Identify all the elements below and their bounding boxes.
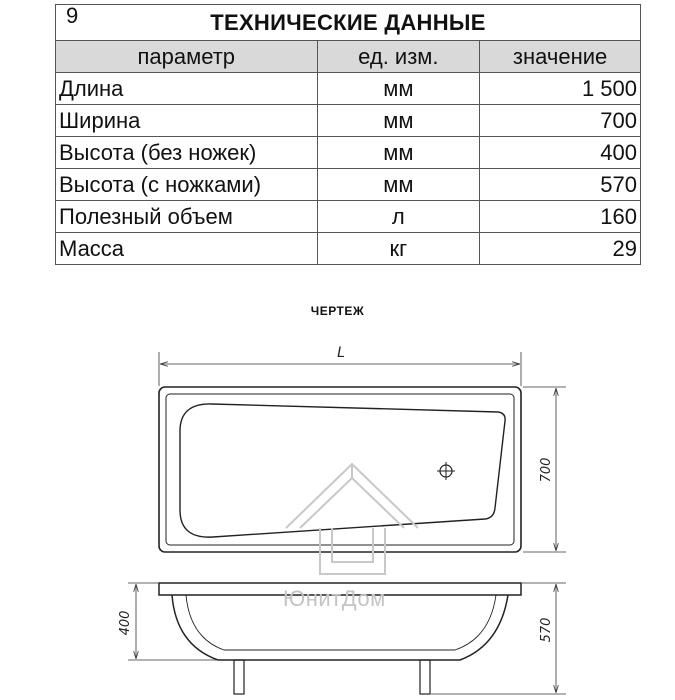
- unit-cell: мм: [317, 105, 480, 137]
- value-cell: 1 500: [480, 73, 641, 105]
- param-cell: Ширина: [56, 105, 318, 137]
- unit-cell: мм: [317, 137, 480, 169]
- dimension-height-with-legs-label: 570: [539, 617, 554, 643]
- header-param: параметр: [56, 41, 318, 73]
- value-cell: 400: [480, 137, 641, 169]
- tub-inner-rim: [166, 394, 514, 545]
- value-cell: 700: [480, 105, 641, 137]
- value-cell: 160: [480, 201, 641, 233]
- param-cell: Длина: [56, 73, 318, 105]
- watermark-logo: [286, 464, 418, 574]
- leg-right: [420, 660, 430, 694]
- unit-cell: л: [317, 201, 480, 233]
- watermark-text: ЮнитДом: [283, 586, 386, 611]
- drawing-title: ЧЕРТЕЖ: [310, 304, 365, 318]
- table-title: ТЕХНИЧЕСКИЕ ДАННЫЕ: [210, 9, 486, 35]
- drain-icon: [437, 462, 455, 480]
- dimension-width-label: 700: [539, 457, 554, 483]
- param-cell: Масса: [56, 233, 318, 265]
- dimension-length-label: L: [337, 345, 345, 361]
- unit-cell: кг: [317, 233, 480, 265]
- dimension-height-no-legs-label: 400: [118, 610, 133, 636]
- value-cell: 29: [480, 233, 641, 265]
- top-view: [159, 387, 521, 552]
- param-cell: Высота (без ножек): [56, 137, 318, 169]
- param-cell: Полезный объем: [56, 201, 318, 233]
- unit-cell: мм: [317, 169, 480, 201]
- table-number: 9: [66, 3, 79, 28]
- unit-cell: мм: [317, 73, 480, 105]
- param-cell: Высота (с ножками): [56, 169, 318, 201]
- leg-left: [234, 660, 244, 694]
- header-unit: ед. изм.: [317, 41, 480, 73]
- tub-basin: [180, 404, 505, 537]
- value-cell: 570: [480, 169, 641, 201]
- header-value: значение: [480, 41, 641, 73]
